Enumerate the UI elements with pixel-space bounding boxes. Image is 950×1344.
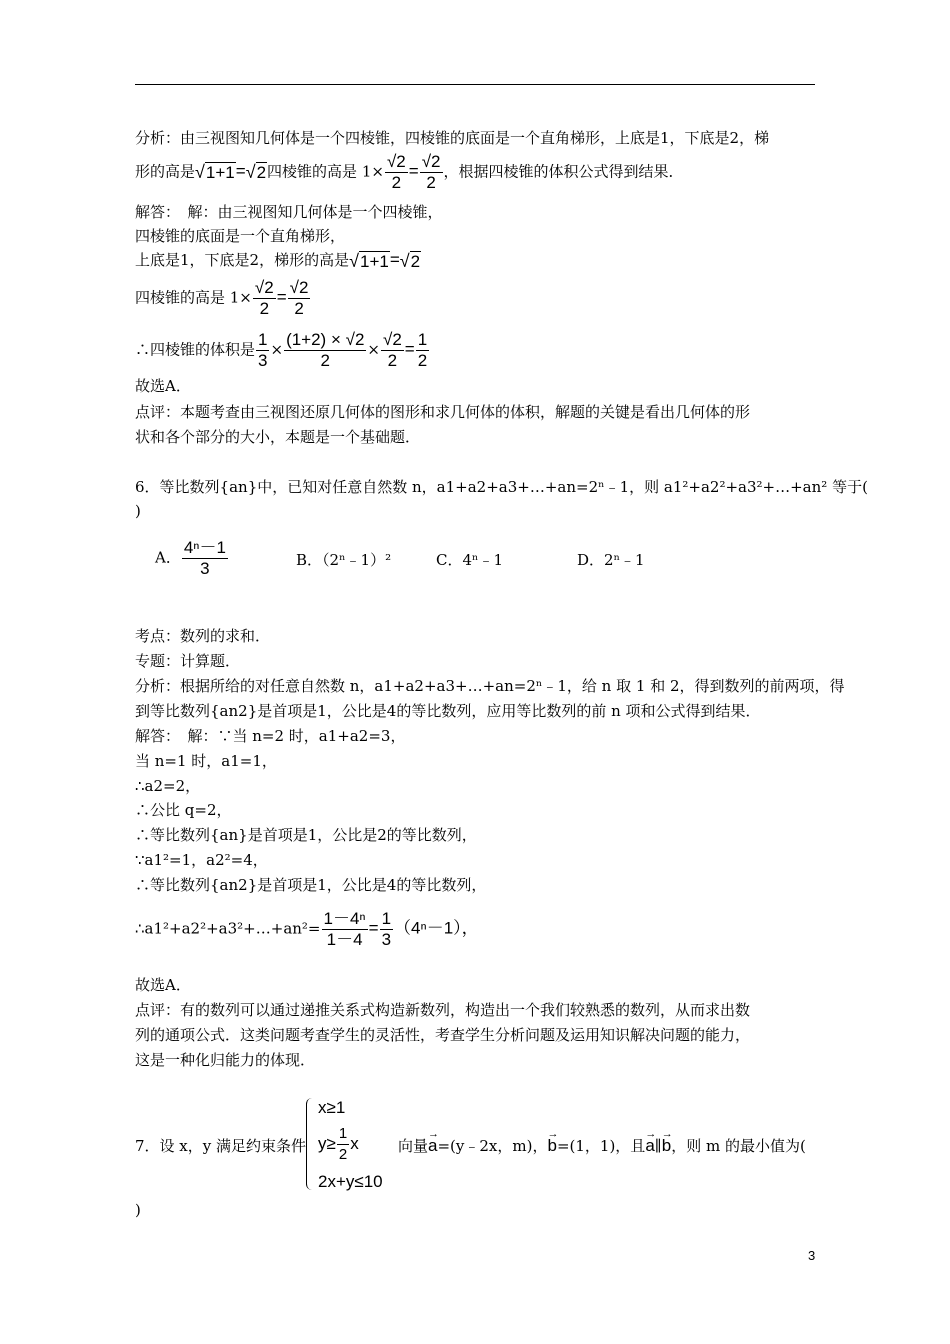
q6-analysis-line2: 到等比数列{an2}是首项是1，公比是4的等比数列，应用等比数列的前 n 项和公式得到结果．: [135, 702, 761, 720]
q6-option-c: C．4ⁿ﹣1: [436, 551, 504, 569]
q5-analysis-line1: 分析：由三视图知几何体是一个四棱锥，四棱锥的底面是一个直角梯形，上底是1，下底是2，梯: [135, 129, 770, 147]
q6-solve-line6: ∵a1²=1，a2²=4，: [135, 851, 268, 869]
q5-solve-line1: 解答： 解：由三视图知几何体是一个四棱锥，: [135, 203, 443, 221]
q6-analysis-line1: 分析：根据所给的对任意自然数 n，a1+a2+a3+…+an=2ⁿ﹣1，给 n 取 1 和 2，得到数列的前两项，得: [135, 677, 845, 695]
q6-kaodian: 考点：数列的求和．: [135, 627, 271, 645]
q5-choose: 故选A．: [135, 377, 191, 395]
q6-stem-line1: 6．等比数列{an}中，已知对任意自然数 n，a1+a2+a3+…+an=2ⁿ﹣1，则 a1²+a2²+a3²+…+an² 等于(: [135, 478, 868, 496]
q6-solve-line3: ∴a2=2，: [135, 777, 201, 795]
q6-stem-line2: ): [135, 502, 141, 520]
q7-stem-prefix: 7．设 x，y 满足约束条件: [135, 1137, 307, 1155]
q5-comment-line2: 状和各个部分的大小，本题是一个基础题．: [135, 428, 421, 446]
q6-option-d: D．2ⁿ﹣1: [577, 551, 645, 569]
header-rule: [135, 84, 815, 85]
constraint-1: x≥1: [318, 1098, 346, 1117]
q6-solve-line7: ∴等比数列{an2}是首项是1，公比是4的等比数列，: [135, 876, 487, 894]
q6-solve-line1: 解答： 解：∵当 n=2 时，a1+a2=3，: [135, 727, 406, 745]
q5-solve-line2: 四棱锥的底面是一个直角梯形，: [135, 227, 346, 245]
sqrt-expression: √1+1: [195, 162, 235, 182]
q5-analysis-line2: 形的高是√1+1=√2四棱锥的高是 1× $\frac{√2}{2}$ = $\frac{√2}{2}$ ，根据四棱锥的体积公式得到结果．: [135, 152, 684, 192]
page-number: 3: [808, 1248, 816, 1263]
q6-sum-line: ∴a1²+a2²+a3²+…+an²= $\frac{\text{1－4ⁿ}}{1-4}$ = $\frac{1}{3}$ （4ⁿ－1），: [135, 909, 479, 949]
constraint-3: 2x+y≤10: [318, 1172, 383, 1191]
q7-stem-vector: 向量→ a=(y﹣2x，m)，→ b=(1，1)，且→ a∥→ b，则 m 的最小值为(: [398, 1136, 806, 1156]
q6-comment-line1: 点评：有的数列可以通过递推关系式构造新数列，构造出一个我们较熟悉的数列，从而求出数: [135, 1001, 751, 1019]
q6-option-b: B．（2ⁿ﹣1）²: [296, 551, 392, 569]
constraint-brace: [306, 1098, 315, 1190]
q6-zhuanti: 专题：计算题．: [135, 652, 241, 670]
fraction: $\frac{√2}{2}$: [386, 152, 406, 192]
q5-solve-line4: 四棱锥的高是 1× $\frac{√2}{2}$ = $\frac{√2}{2}$: [135, 278, 309, 318]
q6-solve-line2: 当 n=1 时，a1=1，: [135, 752, 277, 770]
q5-comment-line1: 点评：本题考查由三视图还原几何体的图形和求几何体的体积，解题的关键是看出几何体的形: [135, 403, 751, 421]
q6-solve-line5: ∴等比数列{an}是首项是1，公比是2的等比数列，: [135, 826, 477, 844]
q5-solve-line3: 上底是1，下底是2，梯形的高是√1+1=√2: [135, 250, 421, 271]
q6-comment-line2: 列的通项公式．这类问题考查学生的灵活性，考查学生分析问题及运用知识解决问题的能力，: [135, 1026, 751, 1044]
q6-comment-line3: 这是一种化归能力的体现．: [135, 1051, 316, 1069]
q5-volume-line: ∴四棱锥的体积是 $\frac{1}{3}$ × $\frac{(1+2) \times √2}{2}$ × $\frac{√2}{2}$ = $\frac{1}{2}$: [135, 330, 428, 370]
q6-option-a: A． $\frac{\text{4ⁿ－1}}{3}$: [155, 538, 226, 578]
q7-stem-close: ): [135, 1201, 141, 1219]
q6-solve-line4: ∴公比 q=2，: [135, 801, 232, 819]
q6-choose: 故选A．: [135, 976, 191, 994]
constraint-2: y≥ $\frac{1}{2}$ x: [318, 1125, 359, 1163]
